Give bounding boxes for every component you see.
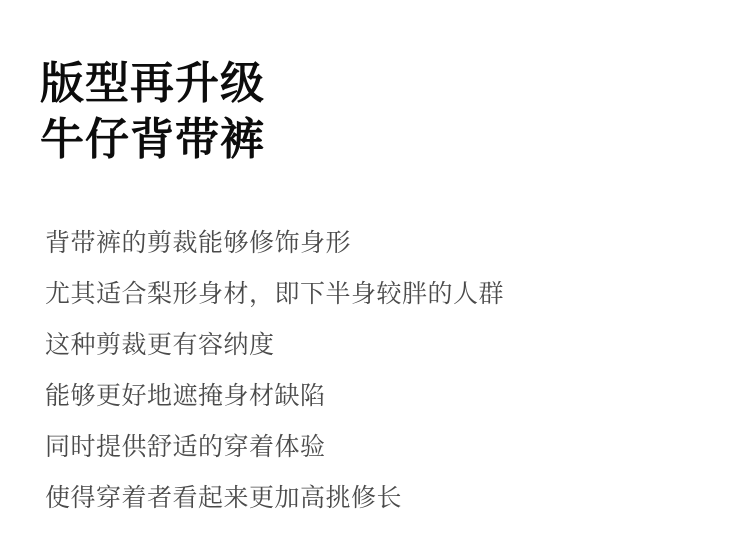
page-title	[40, 56, 265, 168]
heading-line-1: 版型再升级	[40, 59, 265, 108]
description-line: 能够更好地遮掩身材缺陷	[45, 381, 326, 410]
description-line: 同时提供舒适的穿着体验	[45, 432, 326, 461]
description-line: 背带裤的剪裁能够修饰身形	[45, 228, 352, 257]
description-line: 尤其适合梨形身材，即下半身较胖的人群	[45, 279, 505, 308]
heading-line-2: 牛仔背带裤	[40, 115, 265, 164]
description-line: 使得穿着者看起来更加高挑修长	[45, 483, 403, 512]
description-text-block	[45, 215, 504, 521]
description-line: 这种剪裁更有容纳度	[45, 330, 275, 359]
